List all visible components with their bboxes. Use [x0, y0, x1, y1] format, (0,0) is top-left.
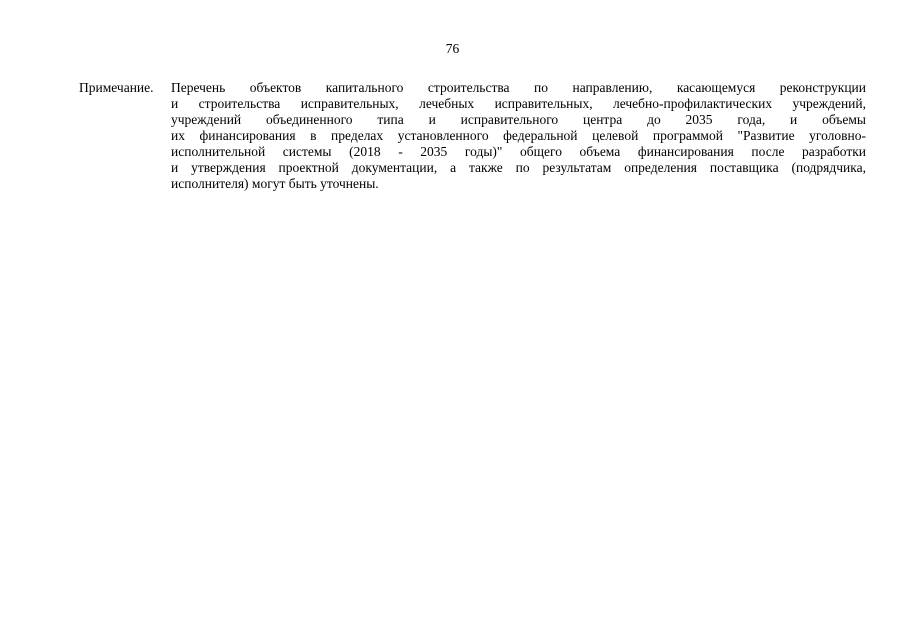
note-line: и строительства исправительных, лечебных исправительных, лечебно-профилактических учреждений, [171, 96, 866, 111]
note-label: Примечание. [79, 80, 154, 95]
page-number: 76 [445, 41, 460, 56]
note-line: Перечень объектов капитального строительства по направлению, касающемуся реконструкции [171, 80, 866, 95]
note-line: учреждений объединенного типа и исправительного центра до 2035 года, и объемы [171, 112, 866, 127]
note-line: исполнителя) могут быть уточнены. [171, 176, 379, 191]
note-text [171, 80, 866, 192]
note-line: исполнительной системы (2018 - 2035 годы)" общего объема финансирования после разработки [171, 144, 866, 159]
note-line: и утверждения проектной документации, а также по результатам определения поставщика (подрядчика, [171, 160, 866, 175]
note-line: их финансирования в пределах установленного федеральной целевой программой "Развитие уголовно- [171, 128, 866, 143]
